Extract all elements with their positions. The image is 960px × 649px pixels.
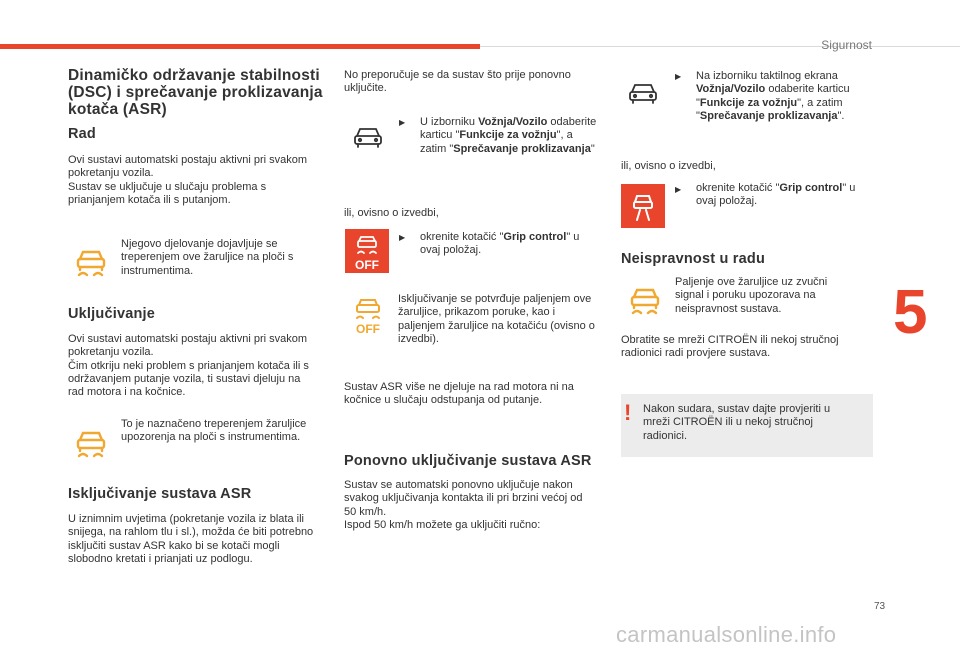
bullet-arrow-icon: ▶	[399, 233, 406, 242]
page-number: 73	[874, 601, 886, 612]
step2-text: okrenite kotačić "Grip control" u ovaj položaj.	[420, 231, 580, 257]
rad-icon-text: Njegovo djelovanje dojavljuje se treperenjem ove žaruljice na ploči s instrumentima.	[121, 238, 294, 277]
page-title: Dinamičko održavanje stabilnosti (DSC) i sprečavanje proklizavanja kotača (ASR)	[68, 67, 323, 118]
header-rule	[480, 46, 960, 47]
chapter-number: 5	[893, 278, 928, 347]
step1-text: U izborniku Vožnja/Vozilo odaberite karticu "Funkcije za vožnju", a zatim "Sprečavanje proklizavanja"	[420, 116, 597, 155]
or-text-1: ili, ovisno o izvedbi,	[344, 207, 439, 219]
car-menu-icon	[624, 74, 662, 112]
bullet-arrow-icon: ▶	[675, 185, 682, 194]
watermark: carmanualsonline.info	[616, 622, 837, 647]
heading-neispravnost: Neispravnost u radu	[621, 251, 765, 267]
heading-ponovno: Ponovno uključivanje sustava ASR	[344, 453, 592, 469]
bullet-arrow-icon: ▶	[399, 118, 406, 127]
skid-car-warning-icon	[626, 280, 664, 318]
heading-ukljucivanje: Uključivanje	[68, 306, 156, 322]
ponovno-text: Sustav se automatski ponovno uključuje nakon svakog uključivanja kontakta ili pri brzini većoj od 50 km/h. Ispod 50 km/h možete ga uključiti ručno:	[344, 479, 583, 531]
skid-car-warning-icon	[72, 242, 110, 280]
warning-text: Nakon sudara, sustav dajte provjeriti u mreži CITROËN ili u nekoj stručnoj radionici.	[643, 403, 831, 442]
ukljucivanje-icon-text: To je naznačeno treperenjem žaruljice upozorenja na ploči s instrumentima.	[121, 418, 307, 444]
grip-control-off-button-icon	[345, 229, 389, 273]
iskljucivanje-text: U iznimnim uvjetima (pokretanje vozila iz blata ili snijega, na rahlom tlu i sl.), možda će biti potrebno isključiti sustav ASR kako bi se kotači mogli slobodno kretati i prianjati uz podlogu.	[68, 513, 314, 565]
intro-text: No preporučuje se da sustav što prije ponovno uključite.	[344, 69, 571, 95]
svg-text:OFF: OFF	[355, 258, 379, 272]
car-menu-icon	[349, 118, 387, 156]
svg-text:OFF: OFF	[356, 322, 380, 336]
exclamation-icon: !	[624, 400, 632, 425]
heading-iskljucivanje: Isključivanje sustava ASR	[68, 486, 252, 502]
confirm-text: Isključivanje se potvrđuje paljenjem ove žaruljice, prikazom poruke, kao i paljenjem žaruljice na kotačiću (ovisno o izvedbi).	[398, 293, 595, 345]
step1-text-col3: Na izborniku taktilnog ekrana Vožnja/Vozilo odaberite karticu "Funkcije za vožnju", a zatim "Sprečavanje proklizavanja".	[696, 70, 850, 122]
section-title: Sigurnost	[821, 38, 872, 52]
header-accent-bar	[0, 44, 480, 49]
bullet-arrow-icon: ▶	[675, 72, 682, 81]
skid-car-warning-icon	[72, 423, 110, 461]
or-text-2: ili, ovisno o izvedbi,	[621, 160, 716, 172]
neispravnost-text: Obratite se mreži CITROËN ili nekoj stručnoj radionici radi provjere sustava.	[621, 334, 839, 360]
asr-off-warning-icon	[349, 293, 387, 337]
step2-text-col3: okrenite kotačić "Grip control" u ovaj položaj.	[696, 182, 856, 208]
grip-control-on-button-icon	[621, 184, 665, 228]
heading-rad: Rad	[68, 126, 96, 142]
neispravnost-icon-text: Paljenje ove žaruljice uz zvučni signal i poruku upozorava na neispravnost sustava.	[675, 276, 828, 315]
ukljucivanje-text: Ovi sustavi automatski postaju aktivni pri svakom pokretanju vozila. Čim otkriju neki problem s prianjanjem kotača ili s održavanjem putanje vozila, ti sustavi djeluju na rad motora i na kočnice.	[68, 333, 309, 399]
rad-text: Ovi sustavi automatski postaju aktivni pri svakom pokretanju vozila. Sustav se uključuje u slučaju problema s prianjanjem kotača ili s putanjom.	[68, 154, 308, 206]
asr-text: Sustav ASR više ne djeluje na rad motora ni na kočnice u slučaju odstupanja od putanje.	[344, 381, 574, 407]
